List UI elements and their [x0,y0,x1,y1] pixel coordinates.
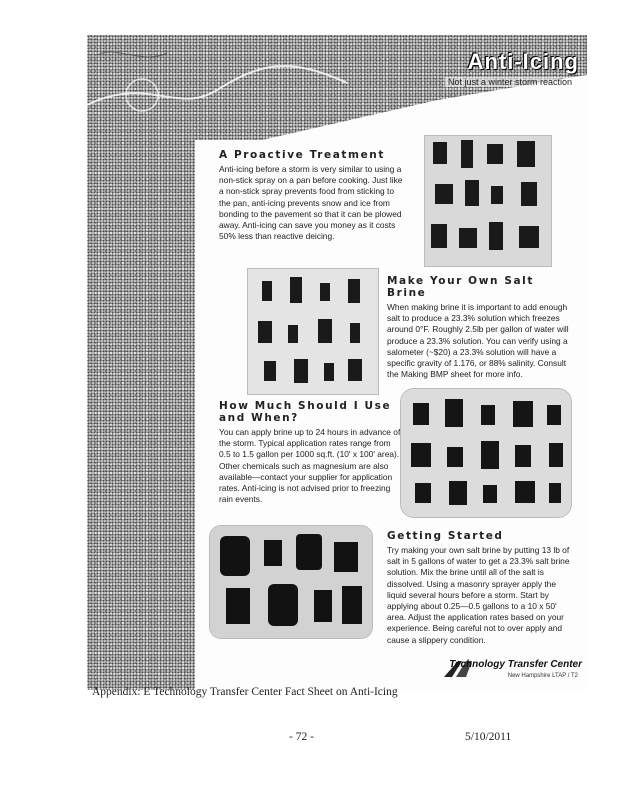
logo-name: Technology Transfer Center [449,659,582,670]
section-proactive-treatment [219,149,404,242]
section-title: Getting Started [387,530,504,542]
photo-pavement [424,135,552,267]
photo-masonry-sprayer [209,525,373,639]
fact-sheet [87,35,587,690]
section-title: Make Your Own Salt Brine [387,275,534,299]
page-title: Anti-Icing [467,49,579,74]
section-title: How Much Should I Use and When? [219,400,392,424]
section-body: Try making your own salt brine by putting 13 lb of salt in 5 gallons of water to get a 23.3% salt brine solution. Mix the brine until all of the salt is dissolved. Using a masonry sprayer apply the liquid several hours before a storm. Start by applying about 0.25—0.5 gallons to a 10 x 50' area. Adjust the application rates based on your experience. Being careful not to over apply and cause a slippery condition. [387,545,570,645]
section-salt-brine [387,275,577,380]
section-body: Anti-icing before a storm is very similar to using a non-stick spray on a pan before cooking. Just like a non-stick spray prevents food from sticking to the pan, anti-icing prevents snow and ice from bonding to the pavement so that it can be plowed away. Anti-icing can save you money as it costs 50% less than reactive deicing. [219,164,403,242]
section-getting-started [387,530,577,646]
page-tagline: Not just a winter storm reaction [445,77,575,87]
section-body: When making brine it is important to add enough salt to produce a 23.3% solution which freezes around 0°F. Roughly 2.5lb per gallon of water will produce a 23.3% solution. You can verify using a salometer (~$20) a 23.3% solution will have a specific gravity of 1.176, or 88% salinity. Consult the Making BMP sheet for more info. [387,302,569,380]
photo-spray-truck [400,388,572,518]
section-body: You can apply brine up to 24 hours in advance of the storm. Typical application rates range from 0.5 to 1.5 gallon per 1000 sq.ft. (10' x 100' area). Other chemicals such as magnesium are also available—contact your supplier for application rates. Anti-icing is not advised prior to freezing rain events. [219,427,401,505]
appendix-caption: Appendix: E Technology Transfer Center Fact Sheet on Anti-Icing [92,686,398,698]
section-title: A Proactive Treatment [219,149,385,161]
photo-brine-tank [247,268,379,395]
section-how-much [219,400,404,505]
page-date: 5/10/2011 [465,731,512,743]
logo-subtitle: New Hampshire LTAP / T2 [507,673,578,679]
technology-transfer-center-logo [442,653,582,685]
page-number: - 72 - [289,731,314,743]
